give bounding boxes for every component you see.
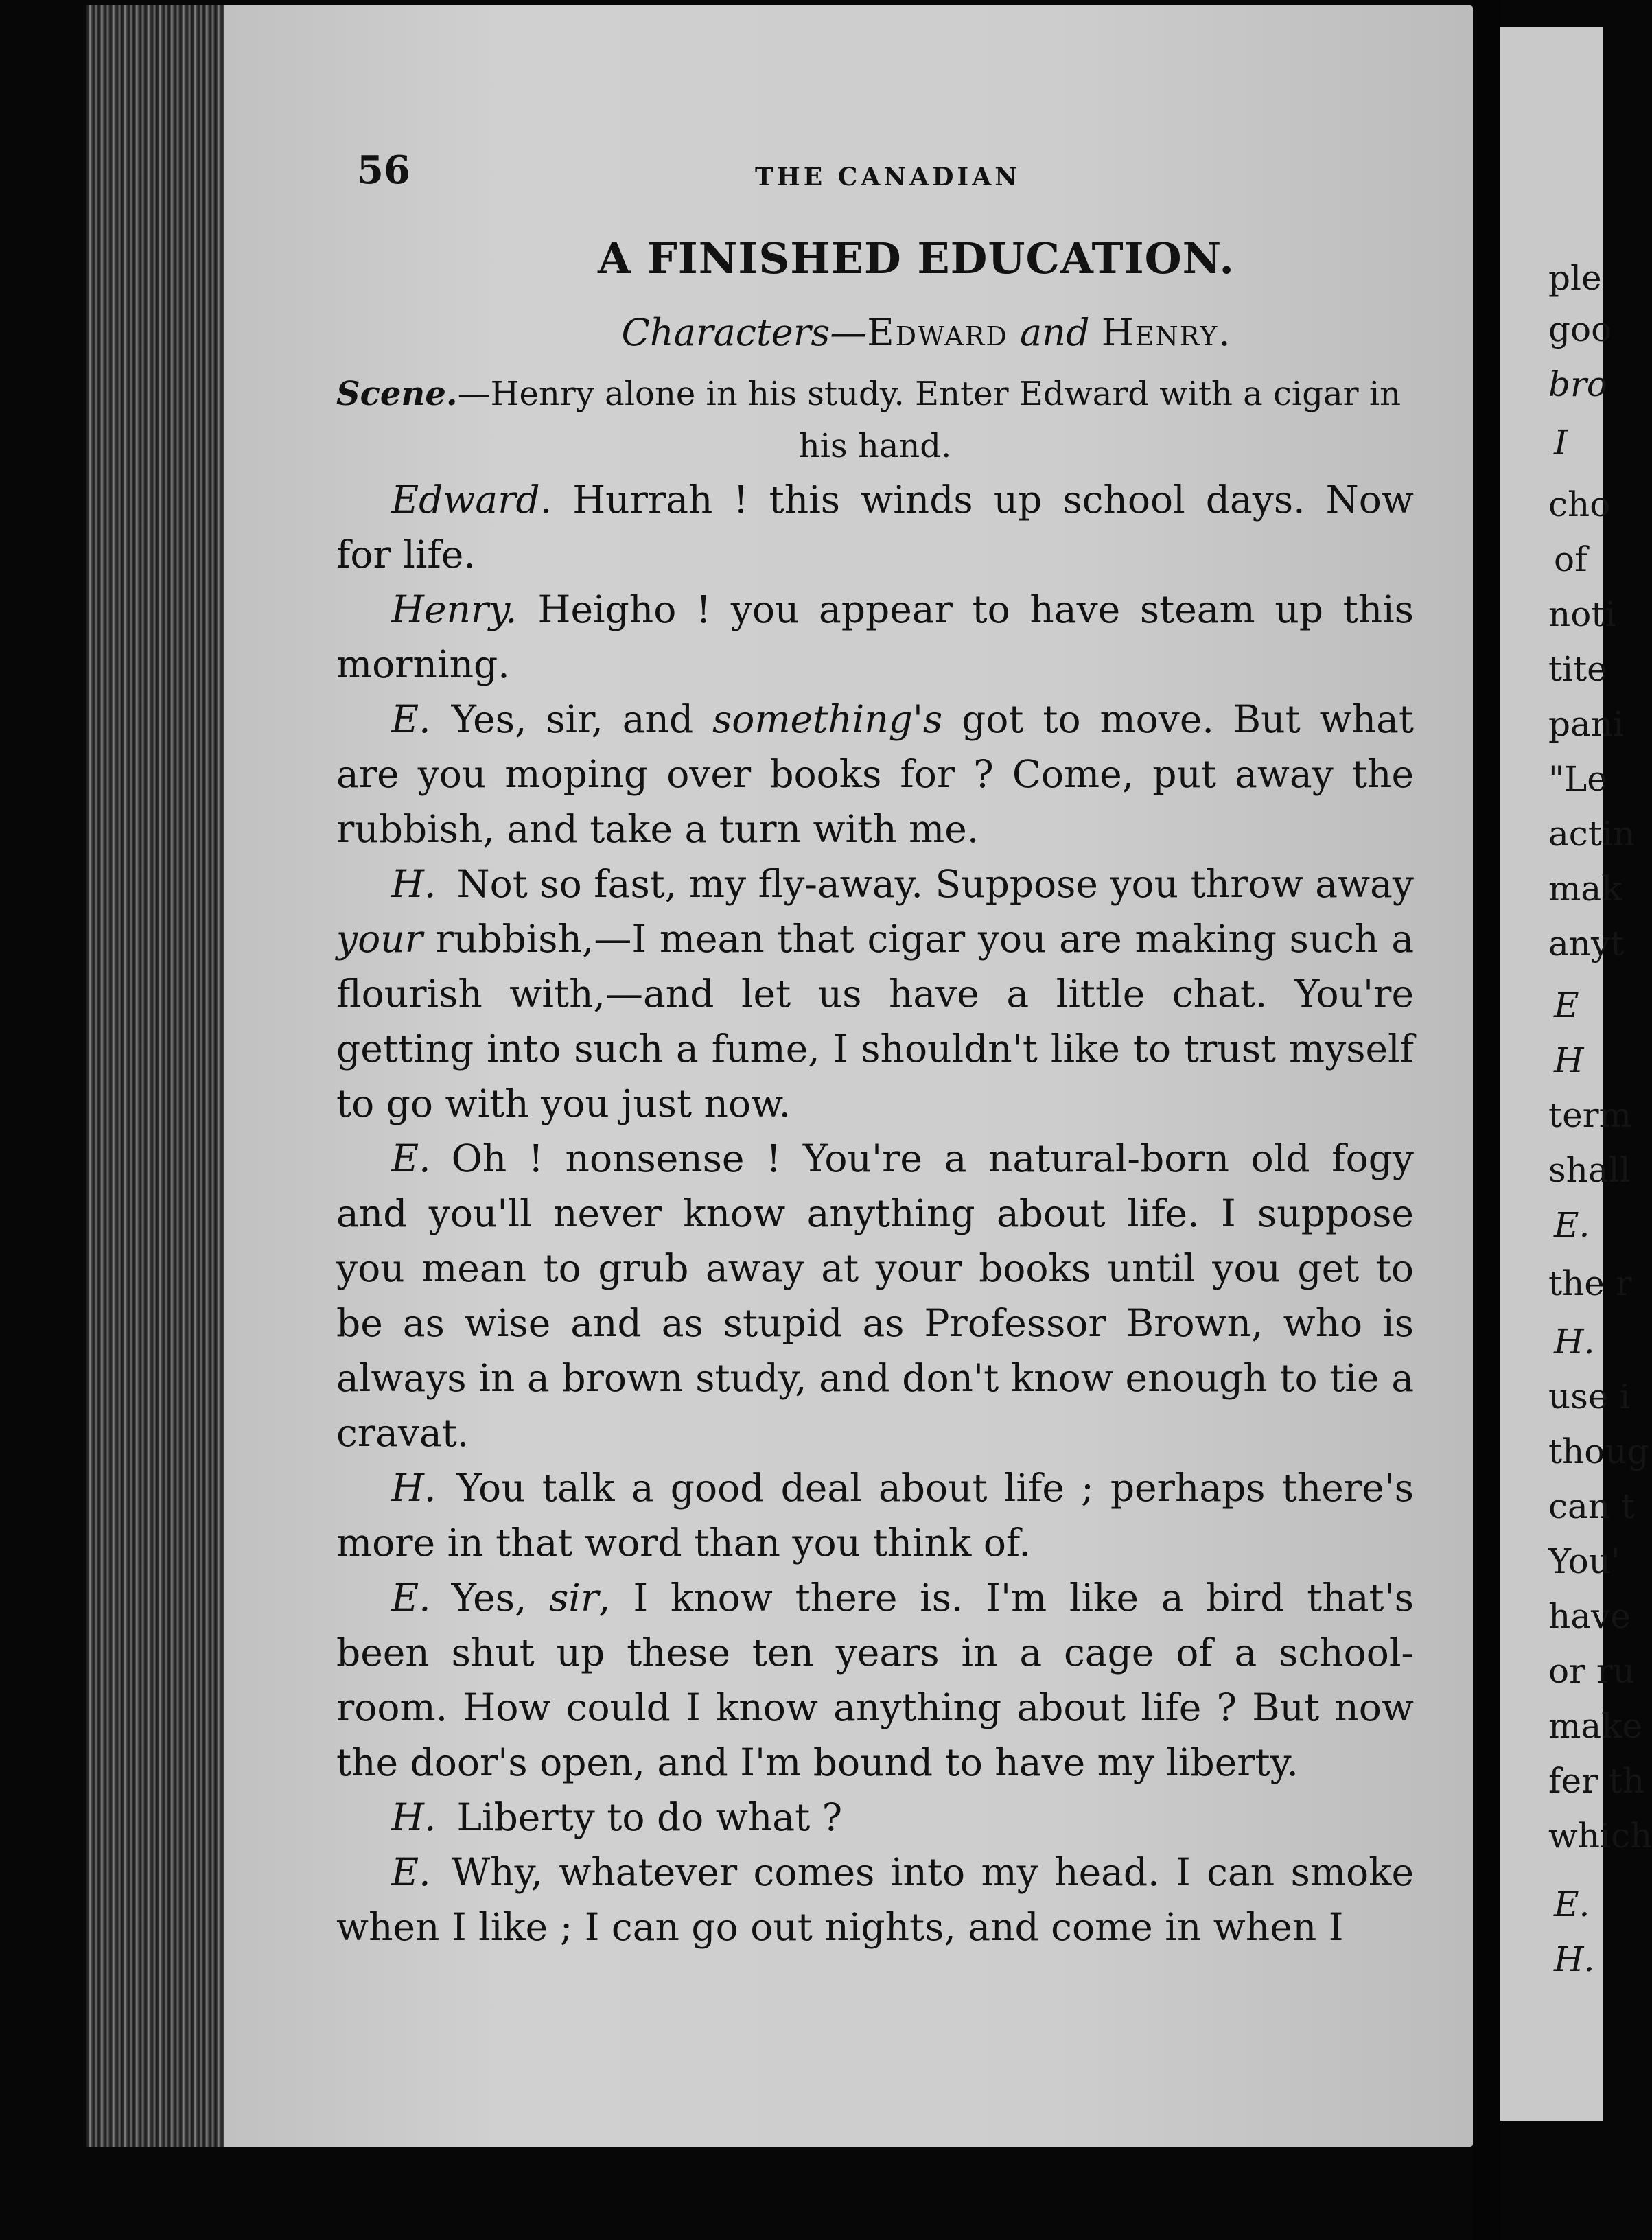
facing-page-fragment: ple (1548, 258, 1602, 298)
characters-line (336, 311, 1414, 354)
facing-page-fragment: "Le (1548, 759, 1607, 799)
scene-text-continued: his hand. (798, 427, 952, 465)
dialogue-paragraph (336, 472, 1414, 582)
facing-page-fragment: can t (1548, 1486, 1636, 1526)
emphasis: something's (712, 697, 943, 741)
dialogue-text: Hurrah ! this winds up school days. Now for life. (336, 478, 1414, 576)
dialogue-text: , I know there is. I'm like a bird that's been shut up these ten years in a cage of a school-room. How could I know anything about life ? But now the door's open, and I'm bound to have my liberty. (336, 1576, 1414, 1784)
page-edge (86, 5, 224, 2147)
facing-page-fragment: cho (1548, 485, 1611, 524)
dialogue-paragraph (336, 856, 1414, 1131)
emphasis: your (336, 917, 423, 961)
facing-page-fragment: term (1548, 1095, 1631, 1135)
dialogue-paragraph (336, 692, 1414, 856)
speaker-label: H. (391, 1466, 437, 1510)
page-header (336, 148, 1414, 196)
facing-page-fragment: use i (1548, 1377, 1631, 1416)
facing-page-fragment: anyt (1548, 924, 1625, 964)
facing-page-fragment: I (1554, 423, 1568, 463)
dialogue-paragraph (336, 1460, 1414, 1570)
facing-page-fragment: E (1554, 985, 1579, 1025)
dialogue-text: Not so fast, my fly-away. Suppose you throw away (456, 862, 1414, 906)
speaker-label: E. (391, 1850, 431, 1894)
speaker-label: E. (391, 697, 431, 741)
characters-label: Characters— (621, 311, 868, 354)
scene-label: Scene. (336, 375, 458, 413)
page-content (336, 148, 1414, 1955)
play-title: A FINISHED EDUCATION. (598, 233, 1235, 283)
speaker-label: E. (391, 1576, 431, 1620)
facing-page-fragment: thoug (1548, 1432, 1649, 1471)
facing-page-fragment: H. (1554, 1322, 1595, 1362)
dialogue-paragraph (336, 1790, 1414, 1845)
facing-page-fragment: the r (1548, 1263, 1632, 1303)
facing-page-fragment: E. (1554, 1885, 1590, 1924)
dialogue-paragraph (336, 1570, 1414, 1790)
facing-page-fragment: actin (1548, 814, 1636, 854)
dialogue-paragraph (336, 1845, 1414, 1955)
facing-page-fragment: which (1548, 1816, 1652, 1856)
facing-page-fragment: E. (1554, 1205, 1590, 1245)
dialogue-text: Heigho ! you appear to have steam up this morning. (336, 587, 1414, 686)
dialogue-text: got to move. But what are you moping over books for ? Come, put away the rubbish, and take a turn with me. (336, 697, 1414, 851)
facing-page-fragment: tite (1548, 649, 1607, 689)
facing-page-fragment: fer th (1548, 1761, 1645, 1801)
character-edward: Edward (867, 311, 1008, 354)
speaker-label: H. (391, 862, 437, 906)
dialogue-text: Liberty to do what ? (456, 1795, 843, 1839)
facing-page-fragment: have (1548, 1596, 1631, 1636)
facing-page-fragment: mak (1548, 869, 1622, 909)
facing-page-fragment: H (1554, 1040, 1584, 1080)
speaker-label: Edward. (391, 478, 552, 522)
dialogue-text: Oh ! nonsense ! You're a natural-born old fogy and you'll never know anything about life. I suppose you mean to grub away at your books until you get to be as wise and as stupid as Professor Brown, who is always in a brown study, and don't know enough to tie a cravat. (336, 1136, 1414, 1455)
dialogue-text: rubbish,—I mean that cigar you are making such a flourish with,—and let us have a little chat. You're getting into such a fume, I shouldn't like to trust myself to go with you just now. (336, 917, 1414, 1125)
speaker-label: E. (391, 1136, 431, 1180)
speaker-label: Henry. (391, 587, 517, 631)
facing-page-fragment: noti (1548, 594, 1616, 634)
speaker-label: H. (391, 1795, 437, 1839)
dialogue (336, 472, 1414, 1955)
dialogue-text: Yes, sir, and (451, 697, 713, 741)
facing-page-fragment: H. (1554, 1939, 1595, 1979)
scene-text: —Henry alone in his study. Enter Edward with a cigar in (457, 375, 1401, 413)
characters-and: and (1019, 311, 1090, 354)
facing-page (1500, 27, 1652, 2121)
dialogue-text: Why, whatever comes into my head. I can smoke when I like ; I can go out nights, and come in when I (336, 1850, 1414, 1949)
facing-page-fragment: or ru (1548, 1651, 1636, 1691)
page-number: 56 (357, 148, 410, 193)
dialogue-text: Yes, (451, 1576, 550, 1620)
book-gutter (1473, 0, 1500, 2240)
facing-page-fragment: goo (1548, 310, 1612, 349)
facing-page-fragment: bro (1548, 364, 1608, 404)
running-head: THE CANADIAN (755, 163, 1021, 191)
facing-page-fragment: pani (1548, 704, 1625, 744)
scene-direction (336, 368, 1414, 472)
character-henry: Henry. (1101, 311, 1232, 354)
emphasis: sir (549, 1576, 599, 1620)
facing-page-fragment: You' (1548, 1541, 1620, 1581)
dialogue-paragraph (336, 582, 1414, 692)
dialogue-text: You talk a good deal about life ; perhaps there's more in that word than you think of. (336, 1466, 1414, 1565)
facing-page-fragment: shall (1548, 1150, 1631, 1190)
dialogue-paragraph (336, 1131, 1414, 1460)
facing-page-fragment: of (1554, 539, 1587, 579)
facing-page-fragment: make (1548, 1706, 1643, 1746)
